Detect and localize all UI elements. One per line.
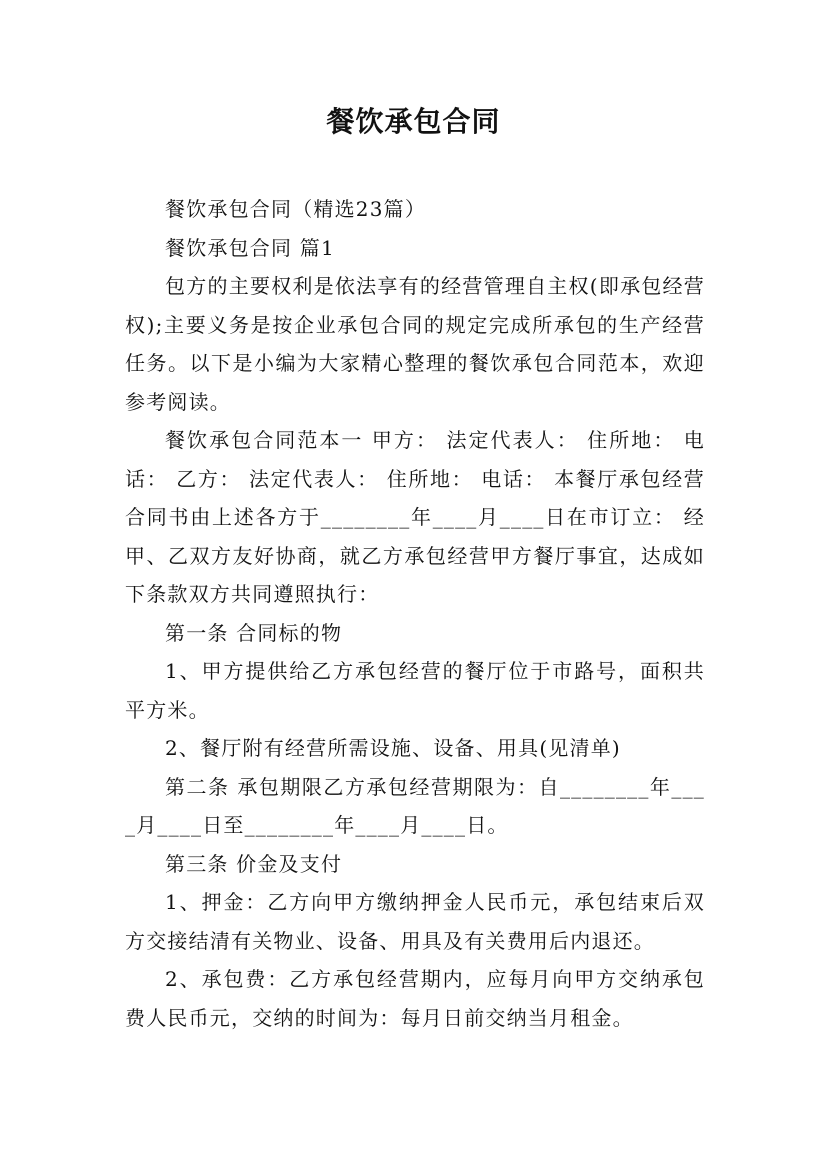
paragraph-article-3-heading: 第三条 价金及支付 (165, 851, 343, 876)
paragraph-section-heading: 餐饮承包合同 篇1 (165, 235, 335, 260)
paragraph-article-1-item-2: 2、餐厅附有经营所需设施、设备、用具(见清单) (165, 736, 621, 760)
paragraph-article-2: 第二条 承包期限乙方承包经营期限为：自________年____月____日至________年____月____日。 (125, 774, 705, 837)
paragraph-parties: 餐饮承包合同范本一 甲方： 法定代表人： 住所地： 电话： 乙方： 法定代表人： 住所地： 电话： 本餐厅承包经营合同书由上述各方于________年____月____日在市订立： 经甲、乙双方友好协商，就乙方承包经营甲方餐厅事宜，达成如下条款双方共同遵照执行： (125, 428, 705, 606)
document-title: 餐饮承包合同 (326, 105, 501, 138)
document-body (125, 190, 705, 1037)
paragraph-article-3-item-2: 2、承包费：乙方承包经营期内，应每月向甲方交纳承包费人民币元，交纳的时间为：每月日前交纳当月租金。 (125, 967, 705, 1030)
paragraph-article-3-item-1: 1、押金：乙方向甲方缴纳押金人民币元，承包结束后双方交接结清有关物业、设备、用具及有关费用后内退还。 (125, 890, 705, 953)
paragraph-article-1-item-1: 1、甲方提供给乙方承包经营的餐厅位于市路号，面积共平方米。 (125, 659, 705, 722)
paragraph-intro: 包方的主要权利是依法享有的经营管理自主权(即承包经营权);主要义务是按企业承包合同的规定完成所承包的生产经营任务。以下是小编为大家精心整理的餐饮承包合同范本，欢迎参考阅读。 (125, 274, 705, 414)
paragraph-collection-heading: 餐饮承包合同（精选23篇） (165, 197, 427, 221)
paragraph-article-1-heading: 第一条 合同标的物 (165, 620, 343, 645)
